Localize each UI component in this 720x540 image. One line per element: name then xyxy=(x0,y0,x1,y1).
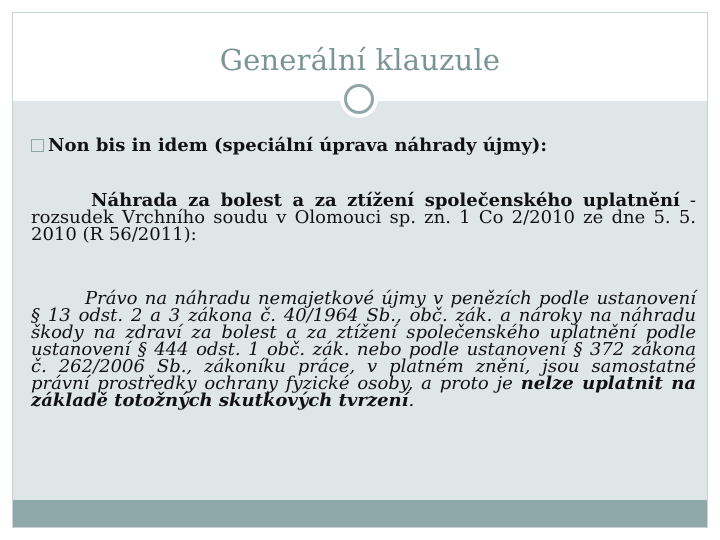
square-bullet-icon xyxy=(31,139,44,152)
paragraph-ruling xyxy=(31,192,696,243)
quote-tail: . xyxy=(408,390,415,411)
slide-title: Generální klauzule xyxy=(219,43,501,77)
bullet-text: Non bis in idem (speciální úprava náhrady újmy): xyxy=(48,135,547,156)
footer-bar xyxy=(13,500,707,527)
quote-text: Právo na náhradu nemajetkové újmy v penězích podle ustanovení § 13 odst. 2 a 3 zákona č. 40/1964 Sb., obč. zák. a nároky na náhradu škody na zdraví za bolest a za ztížení společenského uplatnění podle ustanovení § 444 odst. 1 obč. zák. nebo podle ustanovení § 372 zákona č. 262/2006 Sb., zákoníku práce, v platném znění, jsou samostatné právní prostředky ochrany fyzické osoby, a proto je xyxy=(31,288,696,394)
ruling-reference: - rozsudek Vrchního soudu v Olomouci sp. zn. 1 Co 2/2010 ze dne 5. 5. 2010 (R 56/2011): xyxy=(31,190,696,245)
quote-bold-emphasis: nelze uplatnit na základě totožných skutkových tvrzení xyxy=(31,373,696,411)
paragraph-quote xyxy=(31,290,696,409)
ring-divider-icon xyxy=(340,80,378,118)
ruling-bold-lead: Náhrada za bolest a za ztížení společenského uplatnění xyxy=(91,190,680,211)
content-area xyxy=(13,101,707,502)
bullet-heading xyxy=(31,137,696,154)
ring-divider-inner xyxy=(344,84,374,114)
slide xyxy=(12,12,708,528)
